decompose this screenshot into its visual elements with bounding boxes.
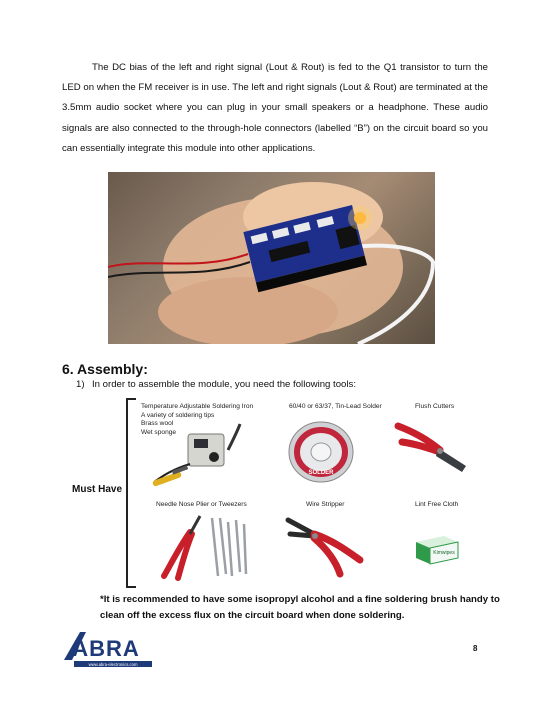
step-text: In order to assemble the module, you need the following tools: — [92, 379, 356, 390]
page-number: 8 — [473, 644, 478, 653]
box-label-text: Kimwipes — [433, 550, 455, 556]
soldering-iron-label: Temperature Adjustable Soldering Iron A variety of soldering tips Brass wool Wet sponge — [141, 403, 254, 436]
step-number: 1) — [76, 379, 85, 390]
spool-label-text: SOLDER — [308, 470, 334, 476]
solder-spool-image — [285, 418, 360, 488]
logo-text: ABRA — [72, 636, 140, 661]
soldering-station-image — [150, 420, 245, 490]
section-heading: 6. Assembly: — [62, 361, 148, 377]
step-1 — [76, 379, 356, 390]
flush-cutters-image — [392, 418, 474, 478]
solder-note: *It is recommended to have some isopropyl alcohol and a fine soldering brush handy to clean off the excess flux on the circuit board when done soldering. — [100, 594, 500, 621]
wire-stripper-image — [284, 516, 366, 578]
must-have-label: Must Have — [72, 484, 123, 495]
body-paragraph: The DC bias of the left and right signal (Lout & Rout) is fed to the Q1 transistor to turn the LED on when the FM receiver is in use. The left and right signals (Lout & Rout) are terminated at the 3.5mm audio socket where you can plug in your small speakers or a headphone. These audio signals are also connected to the through-hole connectors (labelled “B”) on the circuit board so you can essentially integrate this module into other applications. — [62, 62, 488, 154]
kimwipes-box-image — [414, 532, 460, 566]
logo-url: www.abra-electronics.com — [88, 662, 138, 667]
circuit-photo — [108, 172, 435, 344]
wire-stripper-label: Wire Stripper — [306, 501, 345, 508]
pliers-tweezers-image — [160, 514, 255, 582]
lint-cloth-label: Lint Free Cloth — [415, 501, 459, 508]
solder-label: 60/40 or 63/37, Tin-Lead Solder — [289, 403, 382, 410]
needle-nose-label: Needle Nose Plier or Tweezers — [156, 501, 247, 508]
abra-logo — [60, 630, 154, 668]
flush-cutters-label: Flush Cutters — [415, 403, 455, 410]
must-have-bracket — [126, 398, 136, 588]
